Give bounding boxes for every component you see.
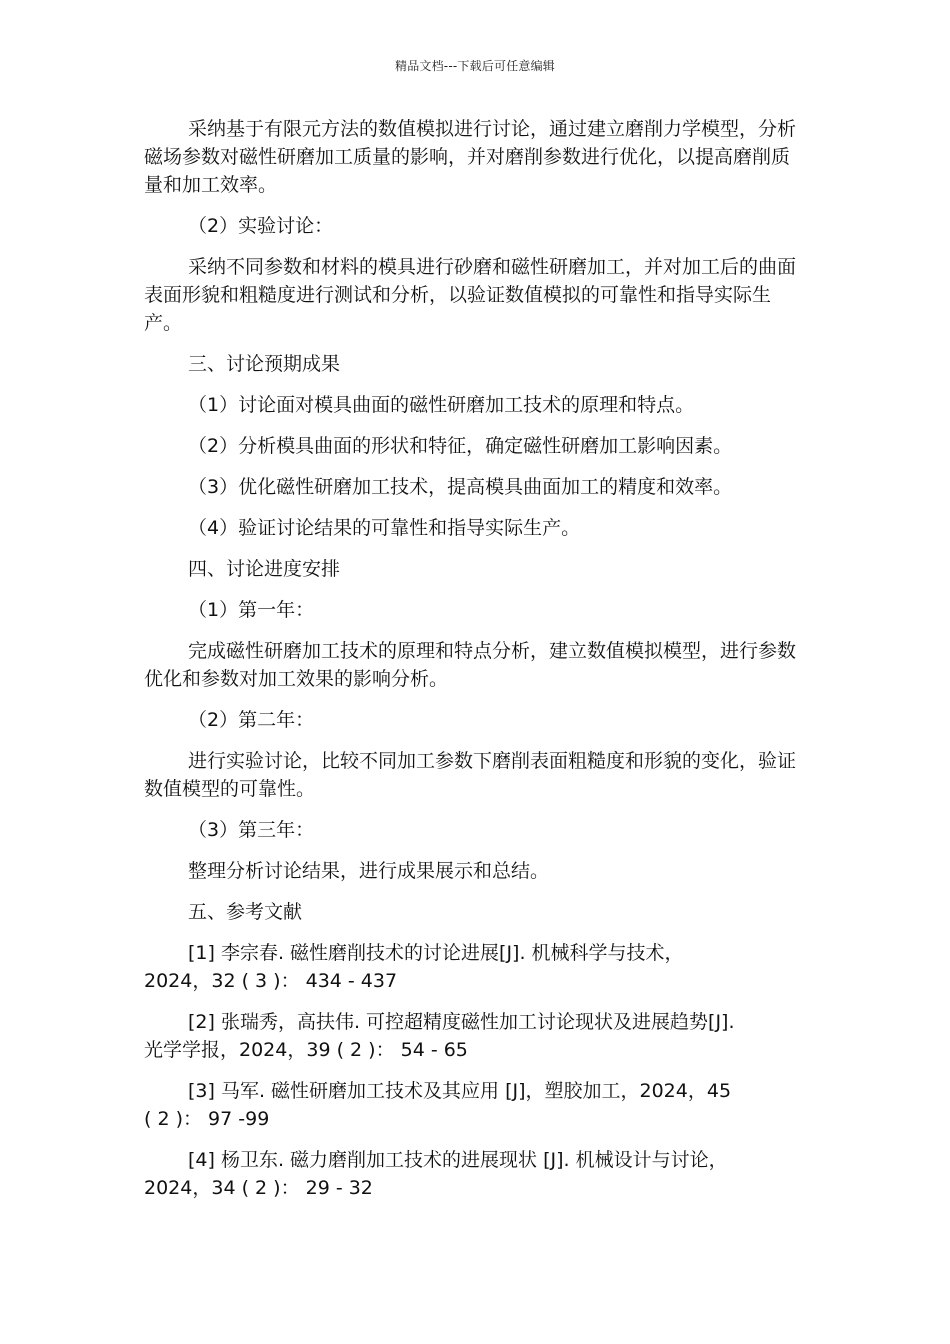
subheading: （2）第二年： [188,709,315,731]
reference-line: [1] 李宗春. 磁性磨削技术的讨论进展[J]. 机械科学与技术， [188,942,684,964]
reference-line: 光学学报，2024，39 ( 2 )： 54 - 65 [144,1039,468,1061]
paragraph: 采纳不同参数和材料的模具进行砂磨和磁性研磨加工，并对加工后的曲面表面形貌和粗糙度进行测试和分析，以验证数值模拟的可靠性和指导实际生产。 [144,256,797,334]
list-item: （4）验证讨论结果的可靠性和指导实际生产。 [188,517,581,539]
section-heading: 四、讨论进度安排 [188,558,341,580]
list-item: （2）分析模具曲面的形状和特征，确定磁性研磨加工影响因素。 [188,435,733,457]
list-item: （3）优化磁性研磨加工技术，提高模具曲面加工的精度和效率。 [188,476,733,498]
list-item: （1）讨论面对模具曲面的磁性研磨加工技术的原理和特点。 [188,394,695,416]
page-header: 精品文档---下载后可任意编辑 [395,59,555,73]
subheading: （3）第三年： [188,819,315,841]
section-heading: 五、参考文献 [188,901,303,923]
paragraph: 进行实验讨论，比较不同加工参数下磨削表面粗糙度和形貌的变化，验证数值模型的可靠性。 [144,750,797,800]
reference-entry [144,939,806,995]
reference-entry [144,1077,806,1133]
reference-line: [2] 张瑞秀，高扶伟. 可控超精度磁性加工讨论现状及进展趋势[J]. [188,1011,735,1033]
paragraph: 完成磁性研磨加工技术的原理和特点分析，建立数值模拟模型，进行参数优化和参数对加工效果的影响分析。 [144,640,797,690]
subheading: （2）实验讨论： [188,215,334,237]
reference-line: [4] 杨卫东. 磁力磨削加工技术的进展现状 [J]. 机械设计与讨论， [188,1149,728,1171]
reference-line: [3] 马军. 磁性研磨加工技术及其应用 [J]，塑胶加工，2024，45 [188,1080,732,1102]
paragraph: 整理分析讨论结果，进行成果展示和总结。 [188,860,550,882]
document-body [144,115,806,1215]
paragraph: 采纳基于有限元方法的数值模拟进行讨论，通过建立磨削力学模型，分析磁场参数对磁性研磨加工质量的影响，并对磨削参数进行优化，以提高磨削质量和加工效率。 [144,118,797,196]
reference-entry [144,1008,806,1064]
reference-line: 2024，34 ( 2 )： 29 - 32 [144,1177,373,1199]
reference-line: ( 2 )： 97 -99 [144,1108,270,1130]
reference-line: 2024，32 ( 3 )： 434 - 437 [144,970,398,992]
subheading: （1）第一年： [188,599,315,621]
reference-entry [144,1146,806,1202]
section-heading: 三、讨论预期成果 [188,353,341,375]
